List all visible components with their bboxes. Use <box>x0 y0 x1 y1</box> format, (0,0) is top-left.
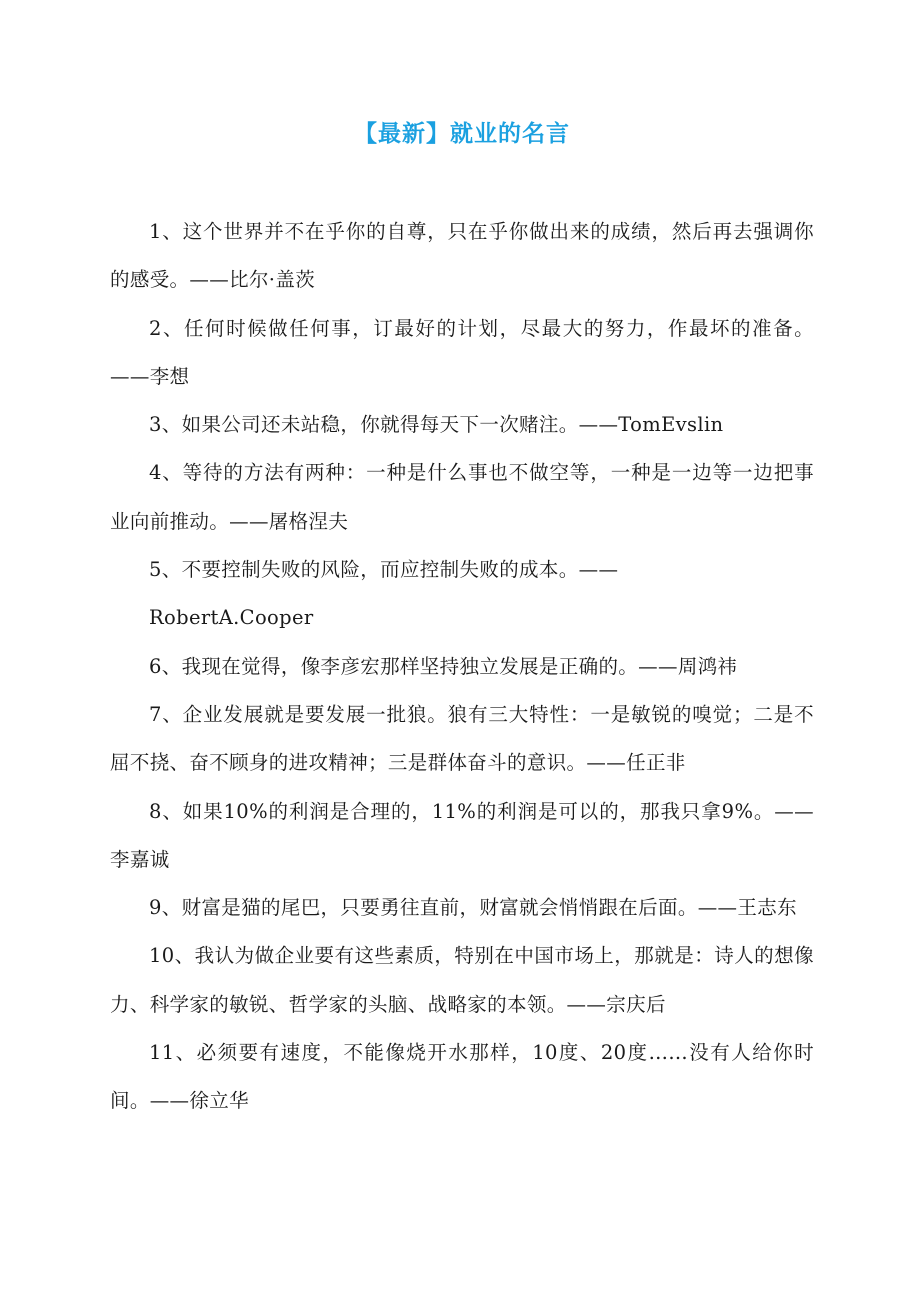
quote-item-4 <box>110 449 814 546</box>
quote-text: 5、不要控制失败的风险，而应控制失败的成本。—— <box>149 558 619 582</box>
quote-item-7 <box>110 691 814 788</box>
quote-text: 4、等待的方法有两种：一种是什么事也不做空等，一种是一边等一边把事业向前推动。——屠格涅夫 <box>110 461 814 533</box>
quote-list <box>110 208 814 1126</box>
quote-item-5-continuation <box>110 594 814 642</box>
quote-item-6 <box>110 643 814 691</box>
quote-item-3 <box>110 401 814 449</box>
quote-text: 10、我认为做企业要有这些素质，特别在中国市场上，那就是：诗人的想像力、科学家的敏锐、哲学家的头脑、战略家的本领。——宗庆后 <box>110 944 814 1016</box>
quote-text: 8、如果10%的利润是合理的，11%的利润是可以的，那我只拿9%。——李嘉诚 <box>110 799 814 871</box>
quote-text: 1、这个世界并不在乎你的自尊，只在乎你做出来的成绩，然后再去强调你的感受。——比尔·盖茨 <box>110 220 814 292</box>
quote-text: 9、财富是猫的尾巴，只要勇往直前，财富就会悄悄跟在后面。——王志东 <box>149 896 797 920</box>
quote-text: 7、企业发展就是要发展一批狼。狼有三大特性：一是敏锐的嗅觉；二是不屈不挠、奋不顾身的进攻精神；三是群体奋斗的意识。——任正非 <box>110 702 814 775</box>
quote-item-2 <box>110 305 814 402</box>
quote-item-11 <box>110 1029 814 1126</box>
quote-item-1 <box>110 208 814 305</box>
quote-item-8 <box>110 788 814 885</box>
document-title: 【最新】就业的名言 <box>354 121 570 147</box>
quote-text: 2、任何时候做任何事，订最好的计划，尽最大的努力，作最坏的准备。——李想 <box>110 316 814 388</box>
quote-text: 6、我现在觉得，像李彦宏那样坚持独立发展是正确的。——周鸿祎 <box>149 654 738 678</box>
quote-item-5 <box>110 546 814 594</box>
quote-author: RobertA.Cooper <box>149 606 314 630</box>
quote-item-10 <box>110 932 814 1029</box>
quote-item-9 <box>110 884 814 932</box>
quote-text: 3、如果公司还未站稳，你就得每天下一次赌注。——TomEvslin <box>149 413 724 437</box>
quote-text: 11、必须要有速度，不能像烧开水那样，10度、20度……没有人给你时间。——徐立华 <box>110 1041 814 1113</box>
